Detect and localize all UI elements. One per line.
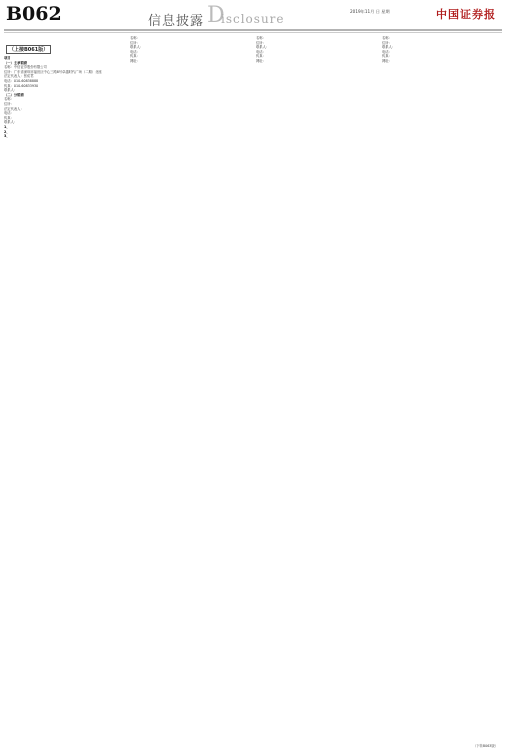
text-line: 网址： [382, 58, 392, 63]
text-line: 名称：中信证券股份有限公司 [4, 65, 47, 70]
text-line: 法定代表人： [4, 106, 24, 111]
column-4 [382, 36, 502, 736]
text-line: 传真： [256, 54, 266, 59]
text-line: 联系人： [4, 88, 18, 93]
text-line: 名称： [4, 97, 14, 102]
text-line: 传真：010-60833930 [4, 83, 39, 88]
page-header [0, 0, 506, 30]
text-line: 名称： [382, 36, 392, 40]
text-line: 电话： [382, 49, 392, 54]
page-content [4, 36, 502, 740]
column-3 [256, 36, 374, 736]
text-line: 传真： [4, 115, 14, 120]
section-title-en: isclosure [221, 12, 285, 26]
newspaper-masthead: 中国证券报 [436, 8, 496, 21]
text-line: 2、 [4, 129, 10, 134]
text-line: （二）分销商 [4, 92, 24, 97]
text-line: 联系人： [256, 45, 270, 50]
continued-from-label: （上接B061版） [6, 45, 51, 54]
footer-line: （下转B063版） [472, 743, 498, 748]
text-line: 项目 [4, 56, 11, 60]
header-rule-thick [4, 29, 502, 31]
section-title-cn: 信息披露 [148, 14, 205, 29]
text-line: 联系人： [382, 45, 396, 50]
text-line: 住所：广东省深圳市福田区中心三路8号卓越时代广场（二期）北座 [4, 69, 102, 74]
text-line: 联系人： [4, 120, 18, 125]
column-1 [4, 36, 122, 736]
text-line: 1、 [4, 124, 10, 129]
continued-to-note [473, 744, 498, 748]
text-line: 法定代表人：张佑君 [4, 74, 34, 79]
text-line: 联系人： [130, 45, 144, 50]
header-rule-thin [4, 32, 502, 33]
text-line: 名称： [256, 36, 266, 40]
text-line: 住所： [130, 40, 140, 45]
text-line: 传真： [382, 54, 392, 59]
text-line: 电话： [4, 111, 14, 116]
text-line: 电话：010-60838888 [4, 78, 39, 83]
text-line: 住所： [382, 40, 392, 45]
text-line: 网址： [130, 58, 140, 63]
page-number: B062 [6, 3, 62, 25]
text-line: 电话： [130, 49, 140, 54]
issue-date: 2019年11月 日 星期 [350, 9, 390, 14]
text-line: 住所： [4, 101, 14, 106]
text-line: 3、 [4, 134, 10, 139]
text-line: 电话： [256, 49, 266, 54]
section-title-en-initial: D [207, 3, 225, 28]
text-line: 传真： [130, 54, 140, 59]
text-line: 名称： [130, 36, 140, 40]
text-line: 网址： [256, 58, 266, 63]
text-line: （一）主承销商 [4, 60, 28, 65]
column-2 [130, 36, 248, 736]
text-line: 住所： [256, 40, 266, 45]
